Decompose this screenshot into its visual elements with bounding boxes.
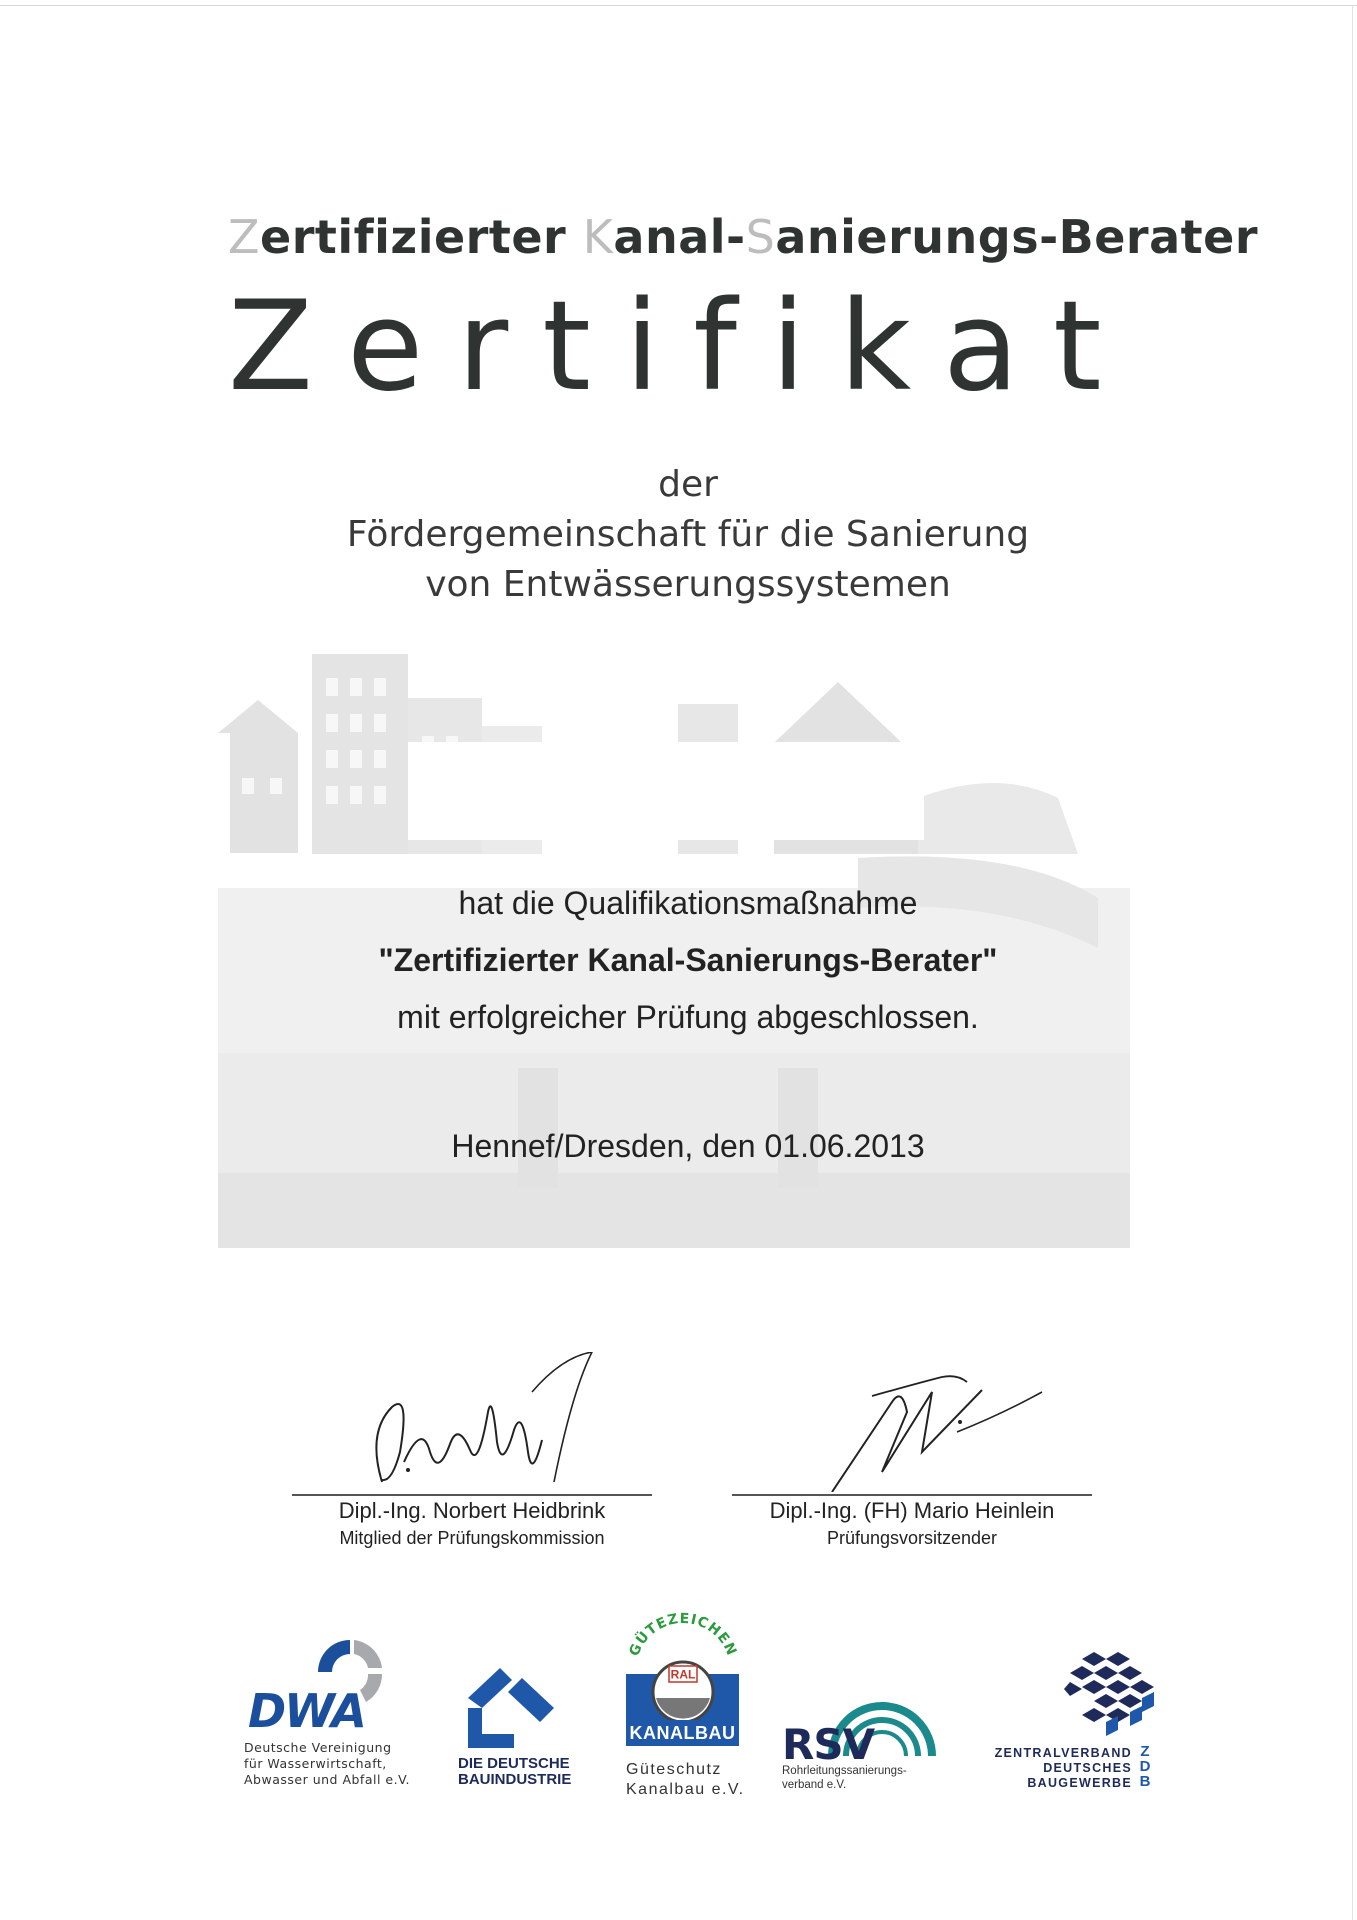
kanalbau-caption-line-1: Güteschutz [626, 1761, 722, 1778]
rsv-logo [780, 1680, 940, 1790]
zdb-caption-line-1: ZENTRALVERBAND [994, 1746, 1132, 1760]
signatory-name-left: Dipl.-Ing. Norbert Heidbrink [338, 1498, 606, 1523]
zdb-caption-line-3: BAUGEWERBE [1027, 1776, 1132, 1790]
certificate-statement [228, 875, 1148, 1046]
signature-image-heidbrink [292, 1352, 652, 1492]
org-line-2: von Entwässerungssystemen [425, 564, 951, 605]
guetezeichen-kanalbau-logo [618, 1608, 748, 1800]
dwa-caption-line-2: für Wasserwirtschaft, [244, 1756, 387, 1771]
zdb-vertical-letters [1136, 1744, 1154, 1789]
bauindustrie-logo [452, 1668, 592, 1798]
page-edge-right [1352, 5, 1353, 1920]
dwa-caption [244, 1740, 410, 1788]
kanalbau-arc-text: GÜTEZEICHEN [626, 1610, 740, 1659]
bauindustrie-caption-line-1: DIE DEUTSCHE [458, 1755, 570, 1772]
subtitle-initial-z: Z [228, 210, 261, 264]
rsv-caption-line-2: verband e.V. [782, 1779, 847, 1791]
bauindustrie-caption-line-2: BAUINDUSTRIE [458, 1771, 572, 1788]
rsv-caption [782, 1764, 907, 1792]
dwa-logo [240, 1632, 420, 1792]
recipient-name-redaction [408, 742, 924, 840]
subtitle-word-2: anal- [613, 210, 746, 264]
svg-text:GÜTEZEICHEN [626, 1611, 739, 1659]
signatory-role-left: Mitglied der Prüfungskommission [339, 1528, 605, 1548]
org-line-1: Fördergemeinschaft für die Sanierung [346, 514, 1030, 555]
signatory-name-right: Dipl.-Ing. (FH) Mario Heinlein [769, 1498, 1055, 1523]
zdb-cubes-icon [1064, 1652, 1154, 1738]
kanalbau-label: KANALBAU [626, 1720, 739, 1746]
bauindustrie-house-icon [458, 1668, 558, 1748]
dwa-caption-line-3: Abwasser und Abfall e.V. [244, 1772, 410, 1787]
issuing-organisation [228, 460, 1148, 610]
statement-line-1: hat die Qualifikationsmaßnahme [458, 885, 918, 921]
subtitle-initial-k: K [582, 210, 614, 264]
org-intro: der [658, 464, 718, 505]
kanalbau-caption [626, 1760, 745, 1800]
place-and-date: Hennef/Dresden, den 01.06.2013 [451, 1128, 925, 1164]
subtitle-word-1: ertifizierter [260, 210, 583, 264]
page-edge-top [0, 5, 1357, 6]
subtitle-initial-s: S [745, 210, 776, 264]
dwa-caption-line-1: Deutsche Vereinigung [244, 1740, 392, 1755]
statement-line-3: mit erfolgreicher Prüfung abgeschlossen. [397, 999, 979, 1035]
bauindustrie-caption [458, 1756, 571, 1788]
signatory-role-right: Prüfungsvorsitzender [826, 1528, 998, 1548]
certificate-title: Zertifikat [228, 275, 1136, 419]
certificate-subtitle [228, 210, 1259, 264]
zdb-vertical-text: ZDB [1139, 1743, 1151, 1790]
dwa-wordmark: DWA [248, 1684, 365, 1738]
rsv-wordmark: RSV [782, 1720, 875, 1769]
signature-line-left [292, 1494, 652, 1496]
kanalbau-caption-line-2: Kanalbau e.V. [626, 1781, 745, 1798]
zdb-caption-line-2: DEUTSCHES [1043, 1761, 1132, 1775]
rsv-caption-line-1: Rohrleitungssanierungs- [782, 1765, 907, 1777]
signature-line-right [732, 1494, 1092, 1496]
zdb-logo [968, 1652, 1158, 1792]
ral-badge-text: RAL [670, 1667, 696, 1682]
subtitle-word-3: anierungs-Berater [775, 210, 1259, 264]
statement-qualification: "Zertifizierter Kanal-Sanierungs-Berater" [378, 942, 998, 978]
zdb-caption [995, 1746, 1132, 1791]
signature-image-heinlein [732, 1352, 1092, 1492]
